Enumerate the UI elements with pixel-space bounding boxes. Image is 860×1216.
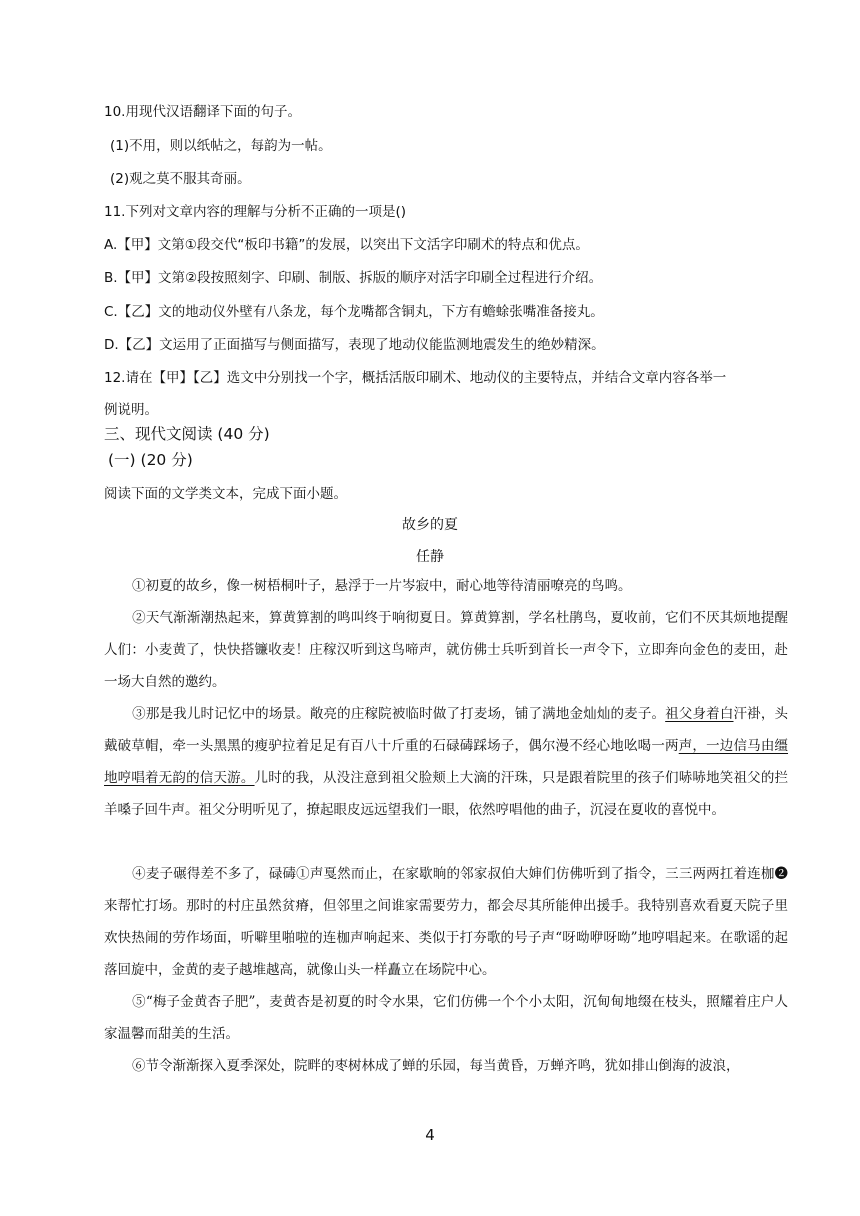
paragraph-1-text: ①初夏的故乡，像一树梧桐叶子，悬浮于一片岑寂中，耐心地等待清丽嘹亮的鸟鸣。 [132,578,632,594]
paragraph-3-text-b: 汗褂，头戴破草帽，牵一头黑黑的瘦驴拉着足足有百八十斤重的石碌碡踩场子，偶尔漫不经心地吆喝一两 [104,706,789,754]
paragraph-5 [104,986,788,1050]
paragraph-2-text: ②天气渐渐潮热起来，算黄算割的鸣叫终于响彻夏日。算黄算割，学名杜鹃鸟，夏收前，它们不厌其烦地提醒人们：小麦黄了，快快搭镰收麦！庄稼汉听到这鸟啼声，就仿佛士兵听到首长一声令下，立即奔向金色的麦田，赴一场大自然的邀约。 [104,610,788,690]
paragraph-3-text-a: ③那是我儿时记忆中的场景。敞亮的庄稼院被临时做了打麦场，铺了满地金灿灿的麦子。 [132,706,666,722]
question-10-item-1: (1)不用，则以纸帖之，每韵为一帖。 [110,138,332,154]
question-11-option-d: D.【乙】文运用了正面描写与侧面描写，表现了地动仪能监测地震发生的绝妙精深。 [104,337,605,353]
question-10-item-2: (2)观之莫不服其奇丽。 [110,171,251,187]
paragraph-5-text: ⑤“梅子金黄杏子肥”，麦黄杏是初夏的时令水果，它们仿佛一个个小太阳，沉甸甸地缀在枝头，照耀着庄户人家温馨而甜美的生活。 [104,994,788,1042]
question-12-line-2: 例说明。 [104,402,158,418]
paragraph-2 [104,602,788,698]
question-11-option-b: B.【甲】文第②段按照刻字、印刷、制版、拆版的顺序对活字印刷全过程进行介绍。 [104,270,603,286]
paragraph-1 [104,570,788,602]
paragraph-6-text: ⑥节令渐渐探入夏季深处，院畔的枣树林成了蝉的乐园，每当黄昏，万蝉齐鸣，犹如排山倒海的波浪， [132,1058,740,1074]
question-12-line-1: 12.请在【甲】【乙】选文中分别找一个字，概括活版印刷术、地动仪的主要特点，并结合文章内容各举一 [104,370,727,386]
question-11: 11.下列对文章内容的理解与分析不正确的一项是() [104,204,407,220]
paragraph-6 [104,1050,788,1082]
reading-instruction: 阅读下面的文学类文本，完成下面小题。 [104,486,347,502]
section-subtitle: (一) (20 分) [108,451,193,469]
question-11-option-a: A.【甲】文第①段交代“板印书籍”的发展，以突出下文活字印刷术的特点和优点。 [104,237,589,253]
question-10: 10.用现代汉语翻译下面的句子。 [104,104,301,120]
paragraph-4-text: ④麦子碾得差不多了，碌碡①声戛然而止，在家歇晌的邻家叔伯大婶们仿佛听到了指令，三三两两扛着连枷❷来帮忙打场。那时的村庄虽然贫瘠，但邻里之间谁家需要劳力，都会尽其所能伸出援手。我特别喜欢看夏天院子里欢快热闹的劳作场面，听噼里啪啦的连枷声响起来、类似于打夯歌的号子声“呀呦咿呀呦”地哼唱起来。在歌谣的起落回旋中，金黄的麦子越堆越高，就像山头一样矗立在场院中心。 [104,866,788,978]
underlined-sentence-part-2: 声，一边信马由缰地哼唱着无韵的信天游。 [104,738,789,786]
underlined-sentence-part-1: 祖父身着白 [665,706,734,722]
page-number: 4 [425,1126,435,1144]
question-11-option-c: C.【乙】文的地动仪外壁有八条龙，每个龙嘴都含铜丸，下方有蟾蜍张嘴准备接丸。 [104,304,604,320]
article-title: 故乡的夏 [402,517,458,533]
paragraph-3 [104,698,788,826]
section-title: 三、现代文阅读 (40 分) [104,425,270,443]
paragraph-3-text-c: 儿时的我，从没注意到祖父脸颊上大滴的汗珠，只是跟着院里的孩子们哧哧地笑祖父的拦羊嗓子回牛声。祖父分明听见了，撩起眼皮远远望我们一眼，依然哼唱他的曲子，沉浸在夏收的喜悦中。 [104,770,789,818]
paragraph-4 [104,858,788,986]
article-author: 任静 [416,549,444,565]
